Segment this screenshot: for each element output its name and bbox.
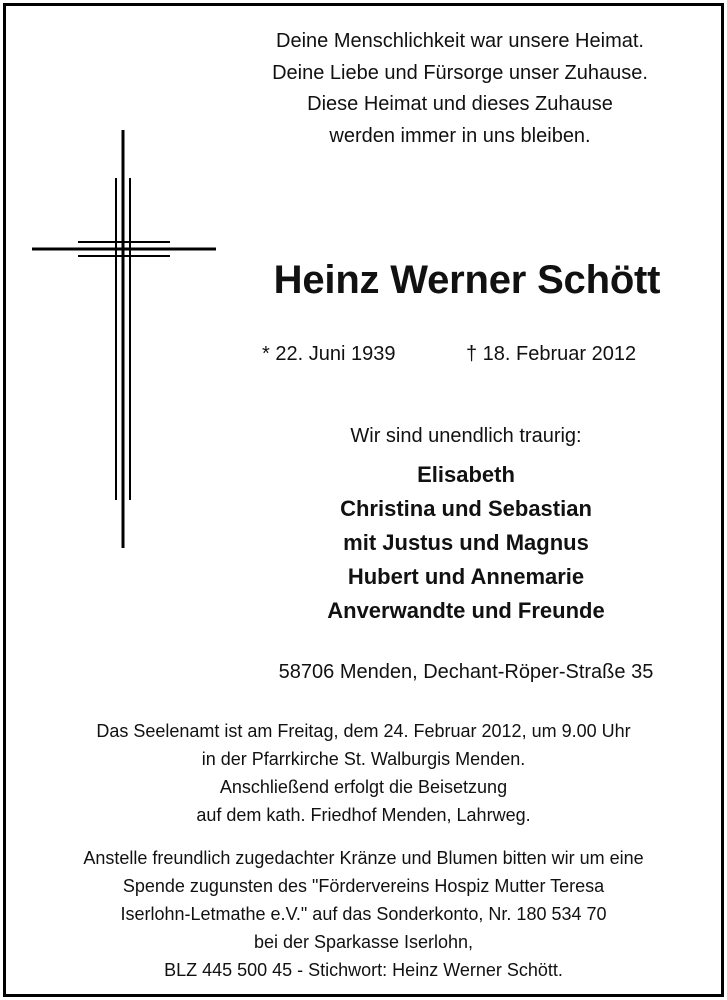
service-line: Anschließend erfolgt die Beisetzung [219, 777, 508, 797]
mourner-name: Anverwandte und Freunde [327, 598, 605, 623]
birth-date: * 22. Juni 1939 [262, 343, 396, 365]
mourners-list [200, 458, 727, 628]
service-announcement [0, 717, 727, 829]
mourner-name: mit Justus und Magnus [343, 530, 589, 555]
poem-line: Diese Heimat und dieses Zuhause [307, 93, 613, 115]
donation-line: Anstelle freundlich zugedachter Kränze und Blumen bitten wir um eine [83, 848, 644, 868]
donation-line: bei der Sparkasse Iserlohn, [253, 932, 474, 952]
donation-request [0, 844, 727, 984]
family-address: 58706 Menden, Dechant-Röper-Straße 35 [278, 661, 654, 683]
mourner-name: Christina und Sebastian [340, 496, 592, 521]
mourning-intro: Wir sind unendlich traurig: [350, 425, 582, 447]
memorial-poem [210, 26, 710, 152]
poem-line: Deine Menschlichkeit war unsere Heimat. [276, 30, 644, 52]
poem-line: Deine Liebe und Fürsorge unser Zuhause. [272, 61, 648, 84]
death-date: † 18. Februar 2012 [466, 343, 637, 365]
mourner-name: Hubert und Annemarie [347, 564, 585, 589]
service-line: in der Pfarrkirche St. Walburgis Menden. [201, 749, 526, 769]
donation-line: Iserlohn-Letmathe e.V." auf das Sonderkonto, Nr. 180 534 70 [120, 904, 607, 924]
donation-line: Spende zugunsten des "Fördervereins Hospiz Mutter Teresa [122, 876, 605, 896]
deceased-name: Heinz Werner Schött [273, 258, 661, 302]
service-line: auf dem kath. Friedhof Menden, Lahrweg. [196, 805, 531, 825]
donation-line: BLZ 445 500 45 - Stichwort: Heinz Werner Schött. [164, 960, 563, 980]
mourner-name: Elisabeth [417, 462, 515, 487]
service-line: Das Seelenamt ist am Freitag, dem 24. Februar 2012, um 9.00 Uhr [96, 721, 631, 741]
poem-line: werden immer in uns bleiben. [329, 124, 591, 147]
